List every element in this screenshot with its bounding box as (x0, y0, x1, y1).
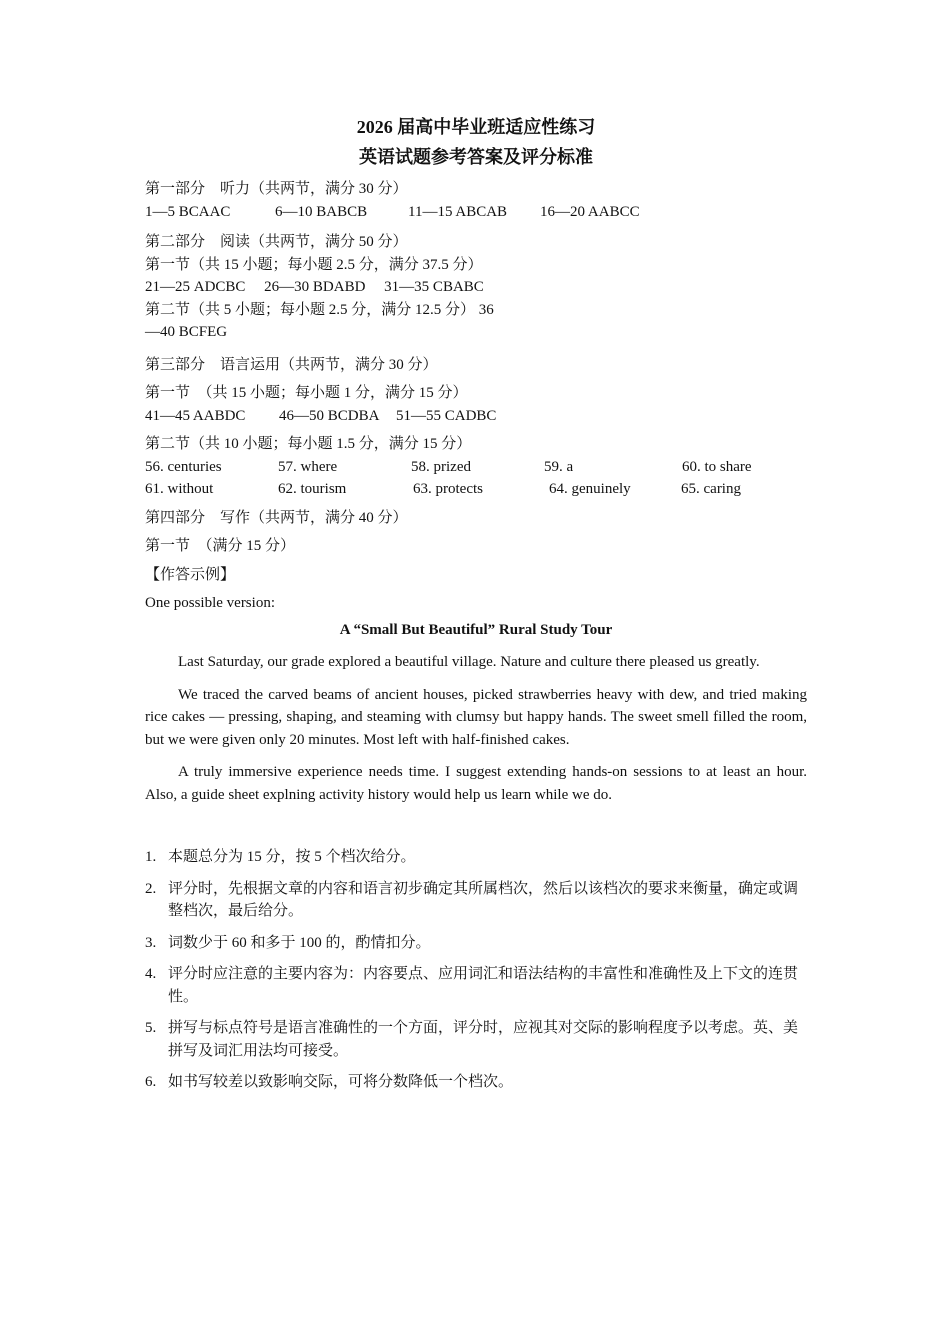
answer-group: 16—20 AABCC (540, 203, 640, 220)
scoring-rules (145, 846, 807, 1094)
rule-number: 1. (145, 849, 157, 865)
part3-section1-heading: 第一节 （共 15 小题；每小题 1 分，满分 15 分） (145, 385, 468, 401)
fill-answer: 62. tourism (278, 481, 347, 497)
rule-number: 3. (145, 934, 157, 951)
answer-group: 11—15 ABCAB (408, 203, 508, 220)
rule-item (145, 1017, 807, 1062)
fill-answer: 57. where (278, 458, 338, 475)
rule-item (145, 963, 807, 1008)
answer-key-page (145, 112, 807, 1103)
example-label: 【作答示例】 (145, 566, 236, 583)
rule-number: 5. (145, 1020, 157, 1036)
part4-section1-heading: 第一节 （满分 15 分） (145, 538, 296, 554)
fill-answer: 60. to share (682, 458, 752, 475)
rule-item (145, 932, 807, 955)
fill-in-row (145, 478, 807, 501)
page-title: 2026 届高中毕业班适应性练习 (356, 117, 596, 137)
part3-heading: 第三部分 语言运用（共两节，满分 30 分） (145, 356, 438, 373)
part2-section1: 第一节（共 15 小题；每小题 2.5 分，满分 37.5 分） 21—25 ADCBC 26—30 BDABD 31—35 CBABC (145, 256, 484, 295)
answer-group: 41—45 AABDC (145, 407, 246, 424)
part1-heading: 第一部分 听力（共两节，满分 30 分） (145, 181, 408, 197)
part4-heading: 第四部分 写作（共两节，满分 40 分） (145, 509, 408, 526)
rule-text: 评分时，先根据文章的内容和语言初步确定其所属档次，然后以该档次的要求来衡量，确定或调整档次，最后给分。 (168, 880, 799, 919)
fill-answer: 63. protects (413, 481, 483, 497)
answer-group: 6—10 BABCB (275, 203, 368, 220)
essay-paragraph: We traced the carved beams of ancient houses, picked strawberries heavy with dew, and tried making rice cakes — pressing, shaping, and steaming with clumsy but happy hands. The sweet smell filled the room, but we were given only 20 minutes. Most left with half-finished cakes. (145, 686, 807, 748)
essay-title: A “Small But Beautiful” Rural Study Tour (339, 621, 613, 638)
rule-text: 拼写与标点符号是语言准确性的一个方面，评分时，应视其对交际的影响程度予以考虑。英、美拼写及词汇用法均可接受。 (168, 1020, 799, 1059)
answer-group: 1—5 BCAAC (145, 203, 231, 220)
fill-answer: 61. without (145, 481, 214, 497)
rule-number: 6. (145, 1074, 157, 1090)
part3-section2-heading: 第二节（共 10 小题；每小题 1.5 分，满分 15 分） (145, 436, 472, 452)
fill-answer: 59. a (544, 458, 574, 475)
rule-number: 4. (145, 966, 157, 982)
part2-heading: 第二部分 阅读（共两节，满分 50 分） (145, 234, 408, 250)
rule-text: 本题总分为 15 分，按 5 个档次给分。 (168, 849, 416, 865)
fill-answer: 56. centuries (145, 458, 222, 475)
essay-paragraph: Last Saturday, our grade explored a beautiful village. Nature and culture there pleased us greatly. (178, 654, 760, 670)
fill-answer: 64. genuinely (549, 481, 631, 497)
fill-in-row (145, 456, 807, 479)
rule-item (145, 878, 807, 923)
page-subtitle: 英语试题参考答案及评分标准 (359, 147, 593, 167)
rule-number: 2. (145, 880, 157, 897)
fill-answer: 58. prized (411, 458, 471, 475)
part2-section2: 第二节（共 5 小题；每小题 2.5 分，满分 12.5 分） 36—40 BCFEG (145, 301, 494, 340)
rule-item (145, 846, 807, 869)
rule-item (145, 1071, 807, 1094)
essay-paragraph: A truly immersive experience needs time. I suggest extending hands-on sessions to at least an hour. Also, a guide sheet explning activity history would help us learn while we do. (145, 764, 807, 803)
rule-text: 词数少于 60 和多于 100 的，酌情扣分。 (168, 934, 431, 951)
rule-text: 如书写较差以致影响交际，可将分数降低一个档次。 (168, 1074, 514, 1090)
answer-group: 51—55 CADBC (396, 407, 497, 424)
answer-group: 46—50 BCDBA (279, 407, 380, 424)
fill-answer: 65. caring (681, 481, 741, 497)
part3-section1-answers (145, 405, 807, 428)
version-label: One possible version: (145, 595, 275, 611)
part1-answers (145, 201, 807, 224)
rule-text: 评分时应注意的主要内容为：内容要点、应用词汇和语法结构的丰富性和准确性及上下文的连贯性。 (168, 966, 799, 1005)
